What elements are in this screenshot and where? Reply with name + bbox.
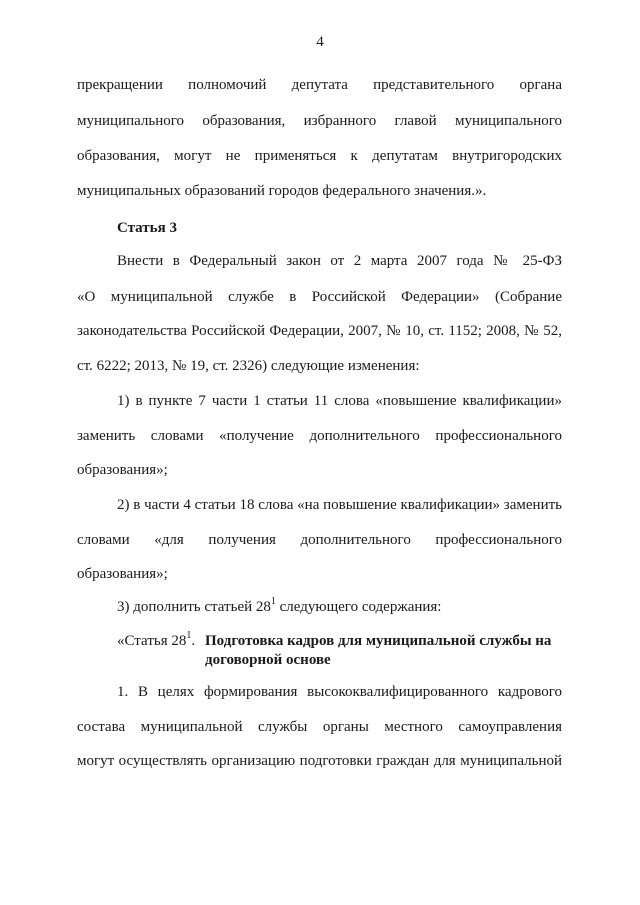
text-line: законодательства Российской Федерации, 2007, № 10, ст. 1152; 2008, № 52,: [77, 323, 562, 339]
text-line: Внести в Федеральный закон от 2 марта 2007 года № 25-ФЗ: [117, 253, 562, 269]
text-line: 1) в пункте 7 части 1 статьи 11 слова «повышение квалификации»: [117, 393, 562, 409]
text-line: образования, могут не применяться к депутатам внутригородских: [77, 148, 562, 164]
text-line: состава муниципальной службы органы местного самоуправления: [77, 719, 562, 735]
text-line: «О муниципальной службе в Российской Федерации» (Собрание: [77, 289, 562, 305]
text-segment: .: [191, 633, 196, 649]
text-line: муниципальных образований городов федерального значения.».: [77, 183, 487, 199]
text-line: 2) в части 4 статьи 18 слова «на повышение квалификации» заменить: [117, 497, 562, 513]
text-line: заменить словами «получение дополнительного профессионального: [77, 428, 562, 444]
article-label: [117, 632, 207, 651]
text-line: образования»;: [77, 462, 168, 478]
article-title-line: договорной основе: [205, 652, 331, 668]
text-line: образования»;: [77, 566, 168, 582]
text-line: прекращении полномочий депутата представительного органа: [77, 77, 562, 93]
superscript: 1: [270, 596, 276, 607]
text-segment: следующего содержания:: [275, 599, 442, 615]
text-line: 1. В целях формирования высококвалифицированного кадрового: [117, 684, 562, 700]
text-segment: 3) дополнить статьей 28: [117, 599, 271, 615]
article-title-line: Подготовка кадров для муниципальной службы на: [205, 633, 552, 649]
text-segment: «Статья 28: [117, 633, 187, 649]
text-line: [117, 598, 562, 617]
text-line: могут осуществлять организацию подготовки граждан для муниципальной: [77, 753, 562, 769]
text-line: ст. 6222; 2013, № 19, ст. 2326) следующие изменения:: [77, 358, 420, 374]
article-heading: Статья 3: [117, 220, 177, 236]
text-line: муниципального образования, избранного главой муниципального: [77, 113, 562, 129]
superscript: 1: [186, 630, 192, 641]
page-number: 4: [316, 34, 324, 50]
text-line: словами «для получения дополнительного профессионального: [77, 532, 562, 548]
article-title: [205, 632, 565, 670]
